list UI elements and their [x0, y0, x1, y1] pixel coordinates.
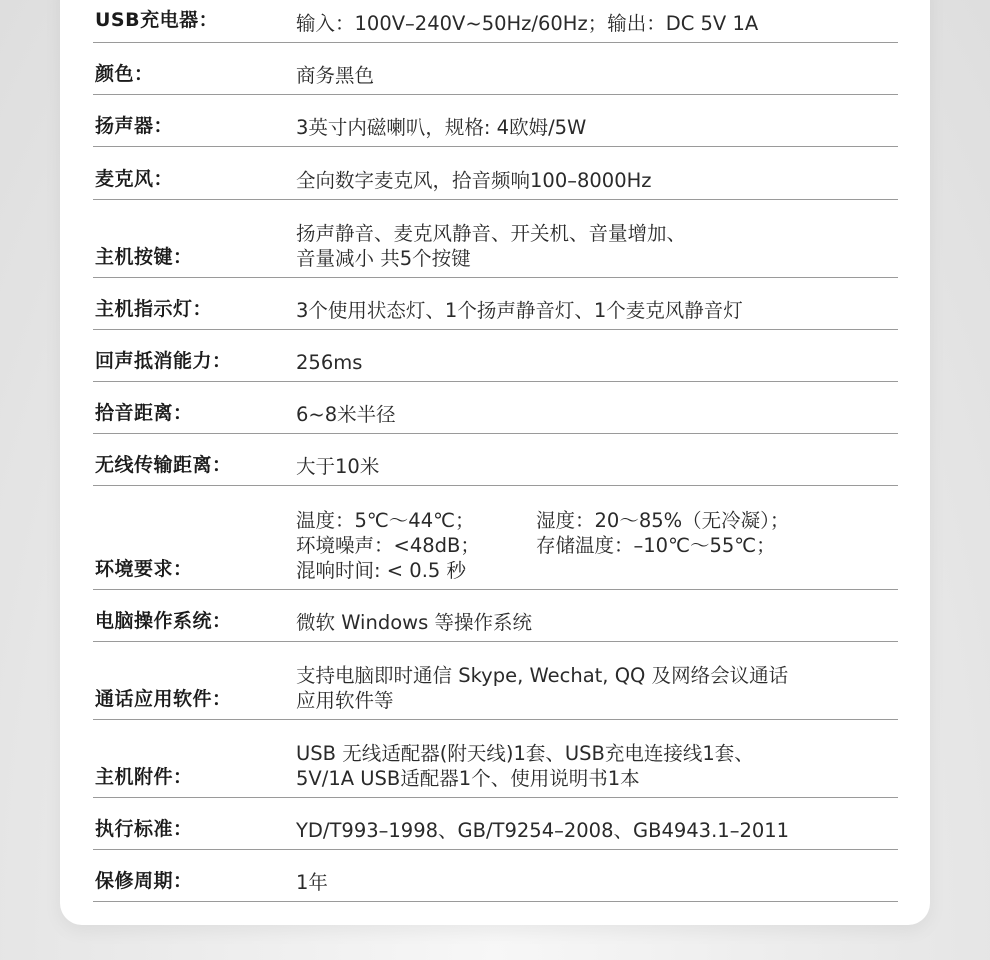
spec-label: 环境要求： [95, 558, 193, 580]
spec-value-line: 支持电脑即时通信 Skype, Wechat, QQ 及网络会议通话 [296, 664, 789, 687]
spec-value [296, 221, 896, 271]
spec-row-standards [93, 798, 898, 850]
spec-table [93, 0, 898, 902]
spec-row-call-software [93, 642, 898, 720]
env-reverb: 混响时间: < 0.5 秒 [296, 559, 467, 582]
spec-label: 主机指示灯： [95, 298, 213, 320]
env-temperature: 温度：5℃～44℃； [296, 509, 475, 532]
spec-label: 主机附件： [95, 766, 193, 788]
spec-value: 3英寸内磁喇叭，规格: 4欧姆/5W [296, 116, 587, 139]
spec-label: 颜色： [95, 63, 154, 85]
spec-value-line: 扬声静音、麦克风静音、开关机、音量增加、 [296, 222, 687, 245]
spec-row-echo-cancel [93, 330, 898, 382]
spec-value-line: 应用软件等 [296, 689, 394, 712]
spec-row-speaker [93, 95, 898, 147]
spec-row-microphone [93, 147, 898, 200]
spec-value: 全向数字麦克风，拾音频响100–8000Hz [296, 169, 652, 192]
spec-value: 商务黑色 [296, 64, 375, 87]
spec-row-wireless-range [93, 434, 898, 486]
spec-label: 主机按键： [95, 246, 193, 268]
spec-value: 3个使用状态灯、1个扬声静音灯、1个麦克风静音灯 [296, 299, 743, 322]
env-storage-temperature: 存储温度：–10℃～55℃； [536, 534, 776, 557]
env-noise: 环境噪声：<48dB； [296, 534, 480, 557]
spec-value: 6~8米半径 [296, 403, 396, 426]
spec-label: USB充电器： [95, 9, 219, 31]
spec-value-line: 音量减小 共5个按键 [296, 247, 471, 270]
spec-value-line: 5V/1A USB适配器1个、使用说明书1本 [296, 767, 640, 790]
spec-label: 电脑操作系统： [95, 610, 232, 632]
spec-value: 输入：100V–240V~50Hz/60Hz；输出：DC 5V 1A [296, 12, 759, 35]
spec-row-buttons [93, 200, 898, 278]
spec-value [296, 741, 896, 791]
spec-label: 扬声器： [95, 115, 174, 137]
spec-row-os [93, 590, 898, 642]
spec-value [296, 663, 896, 713]
spec-row-environment [93, 486, 898, 590]
spec-row-usb-charger [93, 0, 898, 43]
spec-row-warranty [93, 850, 898, 902]
spec-value: 微软 Windows 等操作系统 [296, 611, 532, 634]
spec-label: 麦克风： [95, 168, 174, 190]
spec-value [296, 508, 896, 583]
spec-label: 通话应用软件： [95, 688, 232, 710]
spec-label: 拾音距离： [95, 402, 193, 424]
spec-value: 1年 [296, 871, 328, 894]
spec-value-line: USB 无线适配器(附天线)1套、USB充电连接线1套、 [296, 742, 754, 765]
spec-row-pickup-distance [93, 382, 898, 434]
env-humidity: 湿度：20～85%（无冷凝）； [536, 509, 790, 532]
spec-row-indicators [93, 278, 898, 330]
spec-value: 256ms [296, 351, 363, 374]
spec-row-accessories [93, 720, 898, 798]
spec-value: YD/T993–1998、GB/T9254–2008、GB4943.1–2011 [296, 819, 790, 842]
spec-label: 保修周期： [95, 870, 193, 892]
spec-label: 无线传输距离： [95, 454, 232, 476]
spec-row-color [93, 43, 898, 95]
spec-value: 大于10米 [296, 455, 380, 478]
spec-label: 回声抵消能力： [95, 350, 232, 372]
spec-label: 执行标准： [95, 818, 193, 840]
